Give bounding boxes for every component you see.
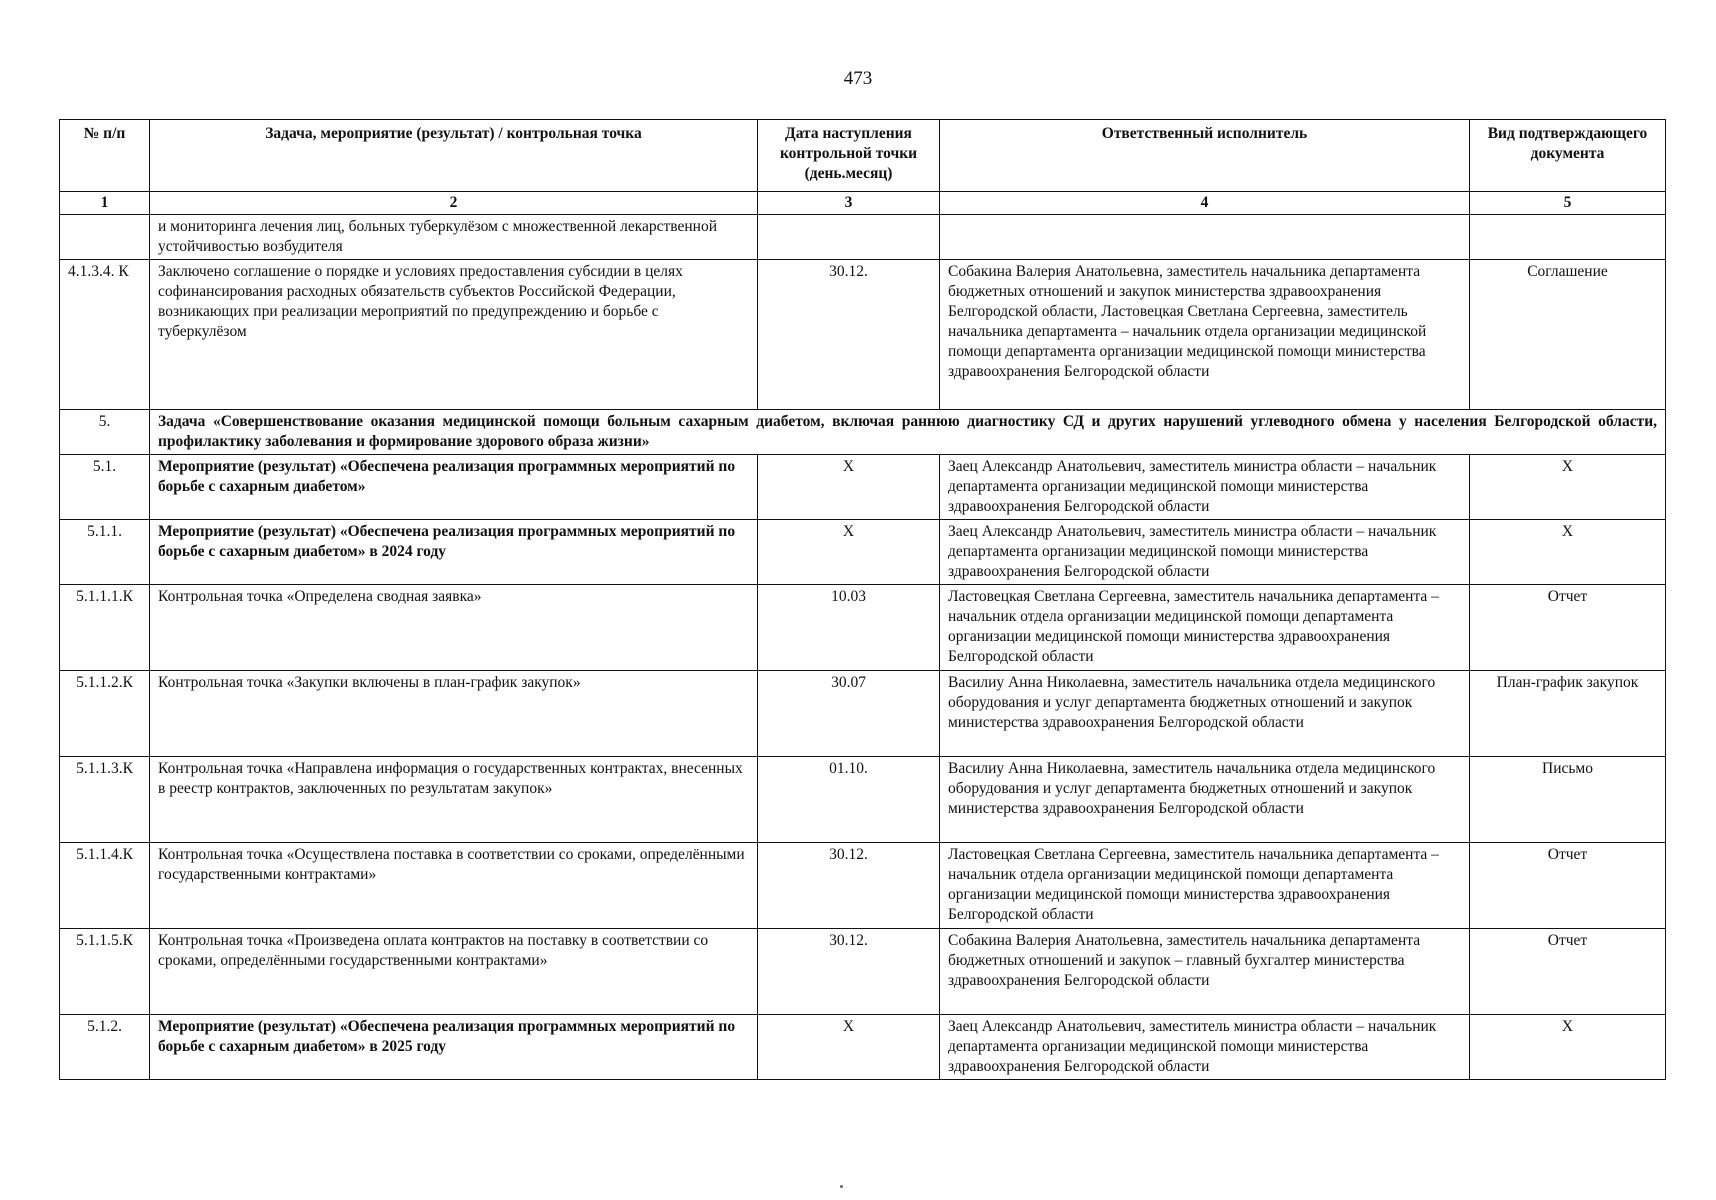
header-date: Дата наступления контрольной точки (день.месяц) — [758, 120, 940, 192]
column-number: 3 — [758, 192, 940, 215]
row-date: 30.12. — [758, 843, 940, 929]
row-responsible: Ластовецкая Светлана Сергеевна, заместитель начальника департамента – начальник отдела организации медицинской помощи департамента организации медицинской помощи министерства здравоохранения Белгородской области — [940, 843, 1470, 929]
row-date: 30.12. — [758, 260, 940, 410]
row-date: Х — [758, 455, 940, 520]
row-number: 5.1.1.5.К — [60, 929, 150, 1015]
column-number: 2 — [150, 192, 758, 215]
row-number: 5.1. — [60, 455, 150, 520]
row-number: 5.1.1.1.К — [60, 585, 150, 671]
row-document: Отчет — [1470, 585, 1666, 671]
row-responsible: Заец Александр Анатольевич, заместитель министра области – начальник департамента организации медицинской помощи министерства здравоохранения Белгородской области — [940, 455, 1470, 520]
table-row — [60, 671, 1666, 757]
row-date: Х — [758, 1015, 940, 1080]
row-responsible: Собакина Валерия Анатольевна, заместитель начальника департамента бюджетных отношений и закупок – главный бухгалтер министерства здравоохранения Белгородской области — [940, 929, 1470, 1015]
header-responsible: Ответственный исполнитель — [940, 120, 1470, 192]
table-row — [60, 929, 1666, 1015]
header-task: Задача, мероприятие (результат) / контрольная точка — [150, 120, 758, 192]
row-responsible: Заец Александр Анатольевич, заместитель министра области – начальник департамента организации медицинской помощи министерства здравоохранения Белгородской области — [940, 520, 1470, 585]
table-row — [60, 455, 1666, 520]
row-number: 4.1.3.4. К — [60, 260, 150, 410]
row-responsible: Василиу Анна Николаевна, заместитель начальника отдела медицинского оборудования и услуг департамента бюджетных отношений и закупок министерства здравоохранения Белгородской области — [940, 757, 1470, 843]
row-task: и мониторинга лечения лиц, больных туберкулёзом с множественной лекарственной устойчивостью возбудителя — [150, 215, 758, 260]
row-task: Контрольная точка «Направлена информация о государственных контрактах, внесенных в реестр контрактов, заключенных по результатам закупок» — [150, 757, 758, 843]
header-number: № п/п — [60, 120, 150, 192]
row-document: Х — [1470, 455, 1666, 520]
column-number-row — [60, 192, 1666, 215]
table-row — [60, 757, 1666, 843]
row-task: Контрольная точка «Закупки включены в план-график закупок» — [150, 671, 758, 757]
column-number: 4 — [940, 192, 1470, 215]
row-date: 30.07 — [758, 671, 940, 757]
row-number — [60, 215, 150, 260]
row-date: 01.10. — [758, 757, 940, 843]
row-document: Письмо — [1470, 757, 1666, 843]
row-responsible: Собакина Валерия Анатольевна, заместитель начальника департамента бюджетных отношений и закупок министерства здравоохранения Белгородской области, Ластовецкая Светлана Сергеевна, заместитель начальника департамента – начальник отдела организации медицинской помощи департамента организации медицинской помощи министерства здравоохранения Белгородской области — [940, 260, 1470, 410]
row-document: Х — [1470, 520, 1666, 585]
row-document: Соглашение — [1470, 260, 1666, 410]
row-task: Мероприятие (результат) «Обеспечена реализация программных мероприятий по борьбе с сахарным диабетом» — [150, 455, 758, 520]
table-row — [60, 260, 1666, 410]
row-number: 5.1.1.3.К — [60, 757, 150, 843]
row-document — [1470, 215, 1666, 260]
row-date — [758, 215, 940, 260]
scan-speck — [840, 1185, 843, 1188]
row-number: 5.1.2. — [60, 1015, 150, 1080]
row-date: Х — [758, 520, 940, 585]
row-responsible: Ластовецкая Светлана Сергеевна, заместитель начальника департамента – начальник отдела организации медицинской помощи департамента организации медицинской помощи министерства здравоохранения Белгородской области — [940, 585, 1470, 671]
row-task: Мероприятие (результат) «Обеспечена реализация программных мероприятий по борьбе с сахарным диабетом» в 2025 году — [150, 1015, 758, 1080]
header-document: Вид подтверждающего документа — [1470, 120, 1666, 192]
table-row — [60, 585, 1666, 671]
page-number: 473 — [843, 68, 873, 89]
row-number: 5.1.1.2.К — [60, 671, 150, 757]
header-row — [60, 120, 1666, 192]
row-document: Отчет — [1470, 843, 1666, 929]
table-row — [60, 215, 1666, 260]
task-text: Задача «Совершенствование оказания медицинской помощи больным сахарным диабетом, включая раннюю диагностику СД и других нарушений углеводного обмена у населения Белгородской области, профилактику заболевания и формирование здорового образа жизни» — [150, 410, 1666, 455]
row-date: 30.12. — [758, 929, 940, 1015]
task-row — [60, 410, 1666, 455]
row-document: План-график закупок — [1470, 671, 1666, 757]
task-number: 5. — [60, 410, 150, 455]
row-task: Контрольная точка «Осуществлена поставка в соответствии со сроками, определёнными государственными контрактами» — [150, 843, 758, 929]
table-row — [60, 1015, 1666, 1080]
table-row — [60, 520, 1666, 585]
row-task: Контрольная точка «Определена сводная заявка» — [150, 585, 758, 671]
row-number: 5.1.1.4.К — [60, 843, 150, 929]
row-responsible — [940, 215, 1470, 260]
row-task: Мероприятие (результат) «Обеспечена реализация программных мероприятий по борьбе с сахарным диабетом» в 2024 году — [150, 520, 758, 585]
row-task: Контрольная точка «Произведена оплата контрактов на поставку в соответствии со сроками, определёнными государственными контрактами» — [150, 929, 758, 1015]
row-responsible: Заец Александр Анатольевич, заместитель министра области – начальник департамента организации медицинской помощи министерства здравоохранения Белгородской области — [940, 1015, 1470, 1080]
row-task: Заключено соглашение о порядке и условиях предоставления субсидии в целях софинансирования расходных обязательств субъектов Российской Федерации, возникающих при реализации мероприятий по предупреждению и борьбе с туберкулёзом — [150, 260, 758, 410]
table-row — [60, 843, 1666, 929]
row-document: Х — [1470, 1015, 1666, 1080]
row-number: 5.1.1. — [60, 520, 150, 585]
row-responsible: Василиу Анна Николаевна, заместитель начальника отдела медицинского оборудования и услуг департамента бюджетных отношений и закупок министерства здравоохранения Белгородской области — [940, 671, 1470, 757]
column-number: 1 — [60, 192, 150, 215]
row-document: Отчет — [1470, 929, 1666, 1015]
plan-table — [59, 119, 1666, 1080]
row-date: 10.03 — [758, 585, 940, 671]
column-number: 5 — [1470, 192, 1666, 215]
